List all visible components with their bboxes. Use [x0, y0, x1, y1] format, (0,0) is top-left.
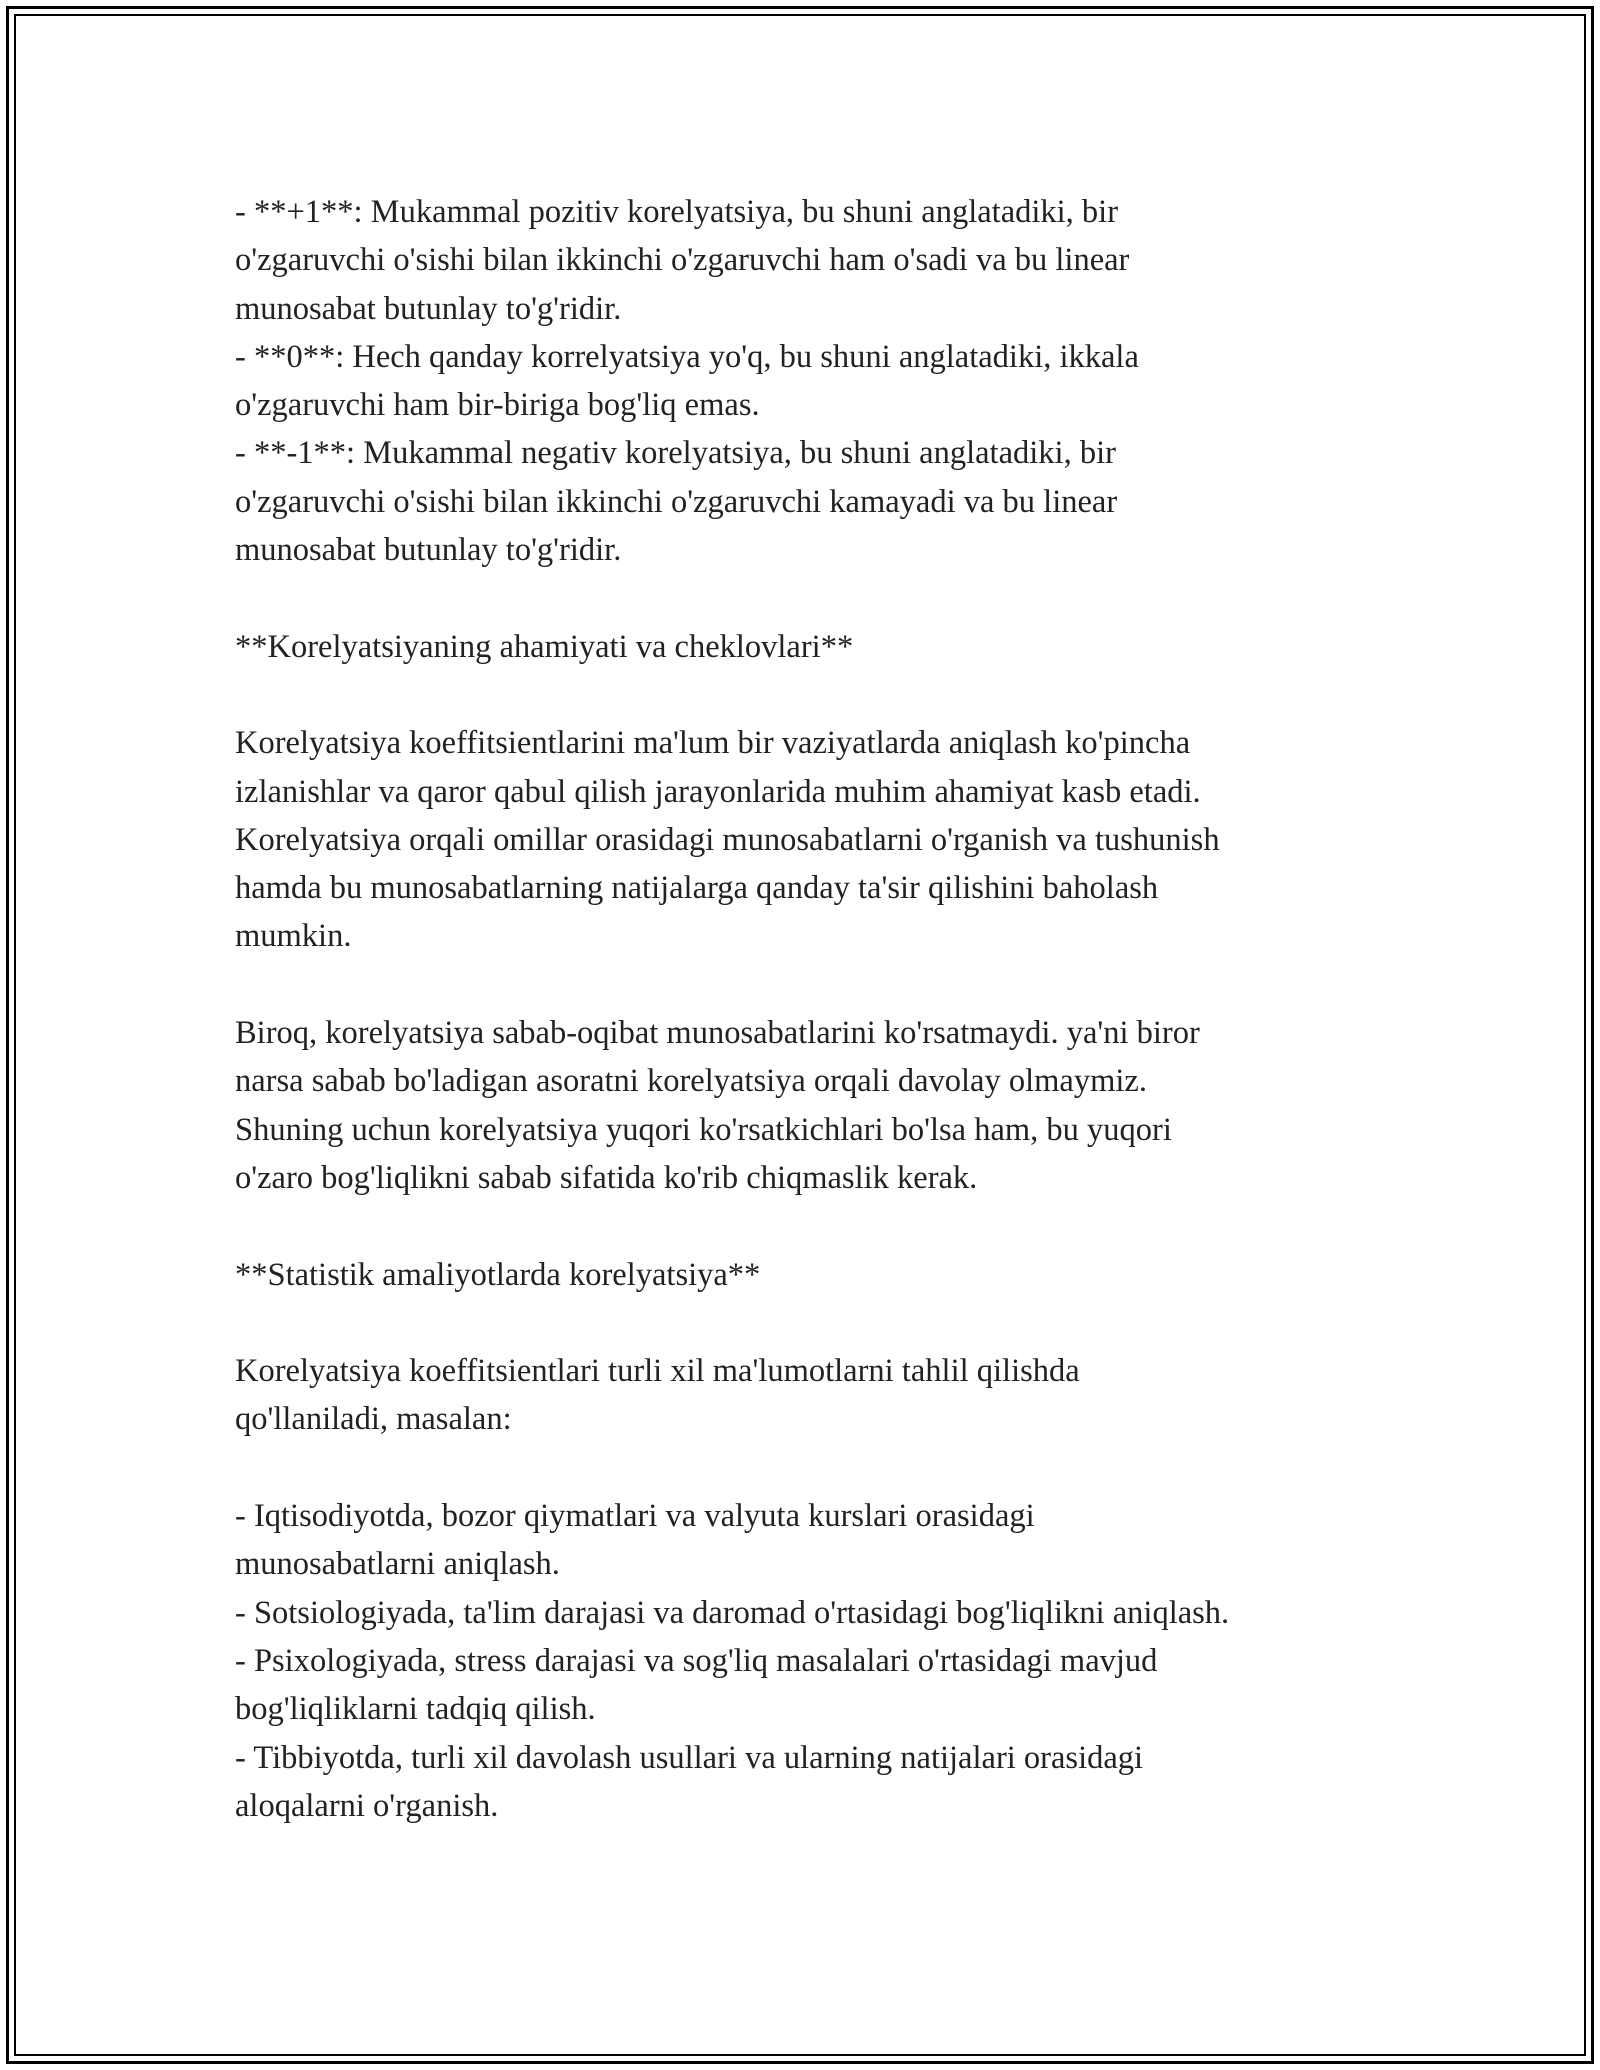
blank-line [235, 1444, 1395, 1492]
text-line: izlanishlar va qaror qabul qilish jarayonlarida muhim ahamiyat kasb etadi. [235, 773, 1201, 810]
document-body [235, 188, 1395, 1830]
text-line: narsa sabab bo'ladigan asoratni korelyatsiya orqali davolay olmaymiz. [235, 1063, 1147, 1100]
text-line: - **0**: Hech qanday korrelyatsiya yo'q, bu shuni anglatadiki, ikkala [235, 338, 1139, 375]
list-item-line: bog'liqliklarni tadqiq qilish. [235, 1691, 596, 1728]
list-item-line: - Sotsiologiyada, ta'lim darajasi va daromad o'rtasidagi bog'liqlikni aniqlash. [235, 1594, 1230, 1631]
list-item-line: munosabatlarni aniqlash. [235, 1546, 560, 1583]
list-item-line: - Tibbiyotda, turli xil davolash usullari va ularning natijalari orasidagi [235, 1739, 1144, 1776]
text-line: o'zgaruvchi ham bir-biriga bog'liq emas. [235, 387, 760, 424]
text-line: Korelyatsiya koeffitsientlari turli xil ma'lumotlarni tahlil qilishda [235, 1353, 1080, 1390]
text-line: hamda bu munosabatlarning natijalarga qanday ta'sir qilishini baholash [235, 870, 1159, 907]
text-line: mumkin. [235, 918, 352, 955]
blank-line [235, 1202, 1395, 1250]
text-line: Korelyatsiya koeffitsientlarini ma'lum bir vaziyatlarda aniqlash ko'pincha [235, 725, 1191, 762]
list-item-line: - Psixologiyada, stress darajasi va sog'liq masalalari o'rtasidagi mavjud [235, 1642, 1158, 1679]
text-line: o'zgaruvchi o'sishi bilan ikkinchi o'zgaruvchi kamayadi va bu linear [235, 483, 1118, 520]
text-line: - **-1**: Mukammal negativ korelyatsiya, bu shuni anglatadiki, bir [235, 435, 1116, 472]
text-line: o'zaro bog'liqlikni sabab sifatida ko'rib chiqmaslik kerak. [235, 1159, 978, 1196]
list-item-line: aloqalarni o'rganish. [235, 1787, 499, 1824]
section-heading: **Korelyatsiyaning ahamiyati va cheklovlari** [235, 628, 854, 665]
text-line: munosabat butunlay to'g'ridir. [235, 532, 622, 569]
blank-line [235, 574, 1395, 622]
text-line: Korelyatsiya orqali omillar orasidagi munosabatlarni o'rganish va tushunish [235, 821, 1220, 858]
text-line: Biroq, korelyatsiya sabab-oqibat munosabatlarini ko'rsatmaydi. ya'ni biror [235, 1015, 1200, 1052]
text-line: o'zgaruvchi o'sishi bilan ikkinchi o'zgaruvchi ham o'sadi va bu linear [235, 242, 1130, 279]
text-line: qo'llaniladi, masalan: [235, 1401, 512, 1438]
blank-line [235, 961, 1395, 1009]
text-line: - **+1**: Mukammal pozitiv korelyatsiya, bu shuni anglatadiki, bir [235, 194, 1119, 230]
section-heading: **Statistik amaliyotlarda korelyatsiya** [235, 1256, 761, 1293]
list-item-line: - Iqtisodiyotda, bozor qiymatlari va valyuta kurslari orasidagi [235, 1498, 1035, 1535]
blank-line [235, 671, 1395, 719]
text-line: Shuning uchun korelyatsiya yuqori ko'rsatkichlari bo'lsa ham, bu yuqori [235, 1111, 1172, 1148]
text-line: munosabat butunlay to'g'ridir. [235, 290, 622, 327]
blank-line [235, 1299, 1395, 1347]
